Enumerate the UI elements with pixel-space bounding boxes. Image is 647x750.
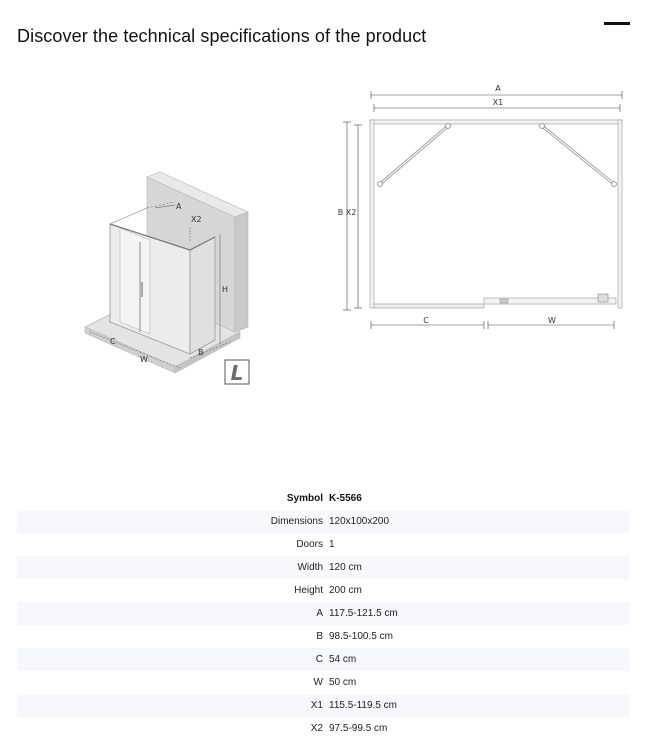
iso-label-x2: X2: [191, 215, 202, 224]
spec-label: A: [316, 608, 323, 619]
spec-label: B: [316, 631, 323, 642]
spec-value: 120 cm: [329, 562, 362, 573]
spec-row: [17, 556, 630, 579]
spec-row: [17, 694, 630, 717]
technical-drawing: [330, 80, 630, 340]
spec-value: 50 cm: [329, 677, 357, 688]
spec-row: [17, 510, 630, 533]
spec-row: [17, 717, 630, 740]
iso-label-c: C: [110, 337, 116, 346]
spec-label: W: [313, 677, 323, 688]
spec-row: [17, 579, 630, 602]
spec-label: X1: [310, 700, 323, 711]
spec-row: [17, 648, 630, 671]
spec-value: K-5566: [329, 493, 362, 504]
iso-label-b: B: [198, 348, 204, 357]
iso-label-a: A: [176, 202, 182, 211]
spec-value: 115.5-119.5 cm: [329, 700, 398, 711]
tech-label-w: W: [548, 316, 556, 325]
tech-label-b-x2: B X2: [337, 208, 357, 217]
spec-value: 97.5-99.5 cm: [329, 723, 388, 734]
tech-label-a: A: [495, 84, 501, 93]
spec-value: 117.5-121.5 cm: [329, 608, 398, 619]
l-badge: L: [230, 361, 244, 385]
spec-label: Doors: [296, 539, 323, 550]
spec-label: C: [315, 654, 323, 665]
specifications-table: [17, 487, 630, 740]
spec-value: 98.5-100.5 cm: [329, 631, 393, 642]
page-title: Discover the technical specifications of the product: [17, 26, 427, 46]
spec-value: 54 cm: [329, 654, 357, 665]
spec-row: [17, 625, 630, 648]
spec-label: Symbol: [286, 493, 323, 504]
isometric-illustration: [80, 172, 260, 387]
tech-label-x1: X1: [492, 98, 504, 107]
minus-icon[interactable]: [604, 22, 630, 25]
spec-label: Dimensions: [270, 516, 323, 527]
spec-value: 1: [329, 539, 335, 550]
spec-label: X2: [310, 723, 323, 734]
tech-label-c: C: [423, 316, 429, 325]
iso-label-h: H: [222, 285, 229, 294]
spec-row: [17, 487, 630, 510]
spec-row: [17, 671, 630, 694]
spec-row: [17, 602, 630, 625]
spec-label: Height: [294, 585, 323, 596]
spec-label: Width: [297, 562, 323, 573]
iso-label-w: W: [140, 355, 148, 364]
spec-value: 200 cm: [329, 585, 362, 596]
spec-row: [17, 533, 630, 556]
spec-value: 120x100x200: [329, 516, 390, 527]
